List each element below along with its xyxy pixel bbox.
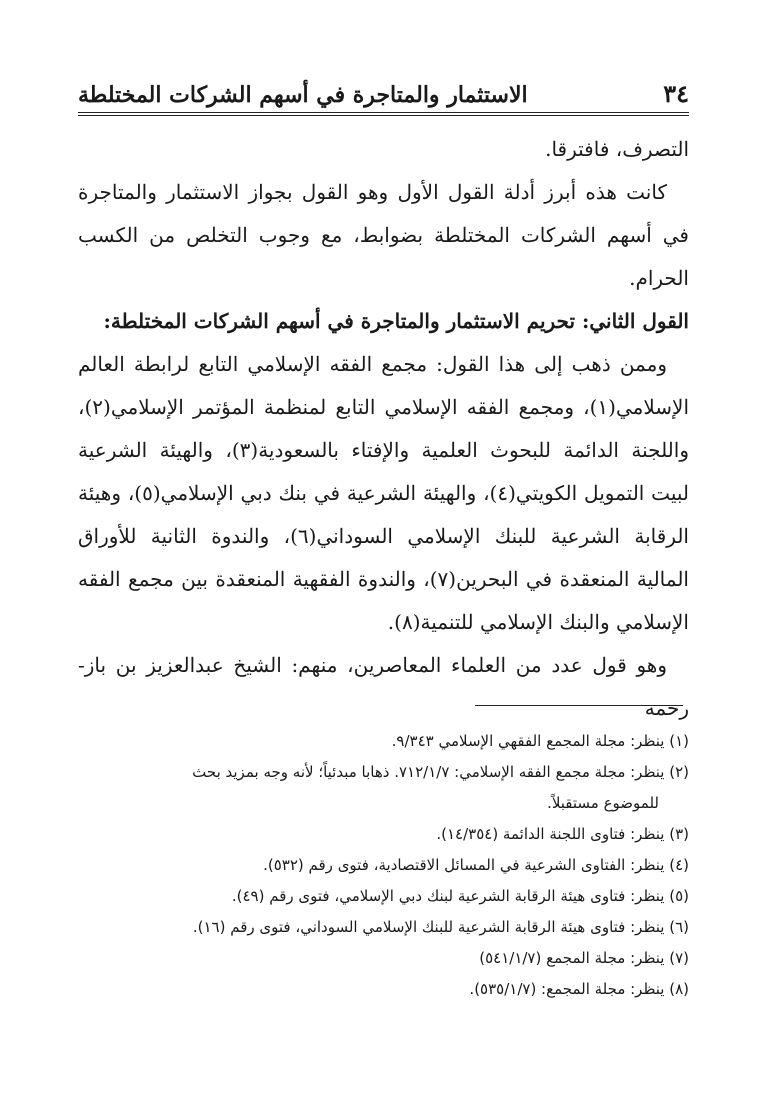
footnote-divider xyxy=(475,705,683,706)
footnote-2-continuation: للموضوع مستقبلاً. xyxy=(547,794,659,812)
footnote-1: (١) ينظر: مجلة المجمع الفقهي الإسلامي ٩/٣٤٣. xyxy=(391,732,689,750)
running-title: الاستثمار والمتاجرة في أسهم الشركات المختلطة xyxy=(78,82,528,108)
footnote-4: (٤) ينظر: الفتاوى الشرعية في المسائل الاقتصادية، فتوى رقم (٥٣٢). xyxy=(263,856,689,874)
paragraph-3: وممن ذهب إلى هذا القول: مجمع الفقه الإسلامي التابع لرابطة العالم الإسلامي(١)، ومجمع الفقه الإسلامي التابع لمنظمة المؤتمر الإسلامي(٢)، واللجنة الدائمة للبحوث العلمية والإفتاء بالسعودية(٣)، والهيئة الشرعية لبيت التمويل الكويتي(٤)، والهيئة الشرعية في بنك دبي الإسلامي(٥)، وهيئة الرقابة الشرعية للبنك الإسلامي السوداني(٦)، والندوة الثانية للأوراق المالية المنعقدة في البحرين(٧)، والندوة الفقهية المنعقدة بين مجمع الفقه الإسلامي والبنك الإسلامي للتنمية(٨). xyxy=(78,352,689,634)
paragraph-1: التصرف، فافترقا. xyxy=(545,137,689,161)
main-text xyxy=(78,128,689,730)
section-heading: القول الثاني: تحريم الاستثمار والمتاجرة في أسهم الشركات المختلطة: xyxy=(103,309,689,333)
footnote-8: (٨) ينظر: مجلة المجمع: (٥٣٥/١/٧). xyxy=(469,980,689,998)
footnote-6: (٦) ينظر: فتاوى هيئة الرقابة الشرعية للبنك الإسلامي السوداني، فتوى رقم (١٦). xyxy=(192,918,689,936)
footnote-7: (٧) ينظر: مجلة المجمع (٥٤١/١/٧) xyxy=(479,949,689,967)
paragraph-2: كانت هذه أبرز أدلة القول الأول وهو القول بجواز الاستثمار والمتاجرة في أسهم الشركات المختلطة بضوابط، مع وجوب التخلص من الكسب الحرام. xyxy=(78,180,689,290)
page-header xyxy=(78,72,689,116)
page-number: ٣٤ xyxy=(663,79,689,108)
paragraph-4: وهو قول عدد من العلماء المعاصرين، منهم: الشيخ عبدالعزيز بن باز-رحمه xyxy=(78,653,689,720)
footnote-3: (٣) ينظر: فتاوى اللجنة الدائمة (١٤/٣٥٤). xyxy=(436,825,689,843)
footnotes xyxy=(78,726,689,1005)
footnote-5: (٥) ينظر: فتاوى هيئة الرقابة الشرعية لبنك دبي الإسلامي، فتوى رقم (٤٩). xyxy=(231,887,689,905)
footnote-2: (٢) ينظر: مجلة مجمع الفقه الإسلامي: ٧١٢/١/٧. ذهابا مبدئياً؛ لأنه وجه بمزيد بحث xyxy=(192,763,689,781)
